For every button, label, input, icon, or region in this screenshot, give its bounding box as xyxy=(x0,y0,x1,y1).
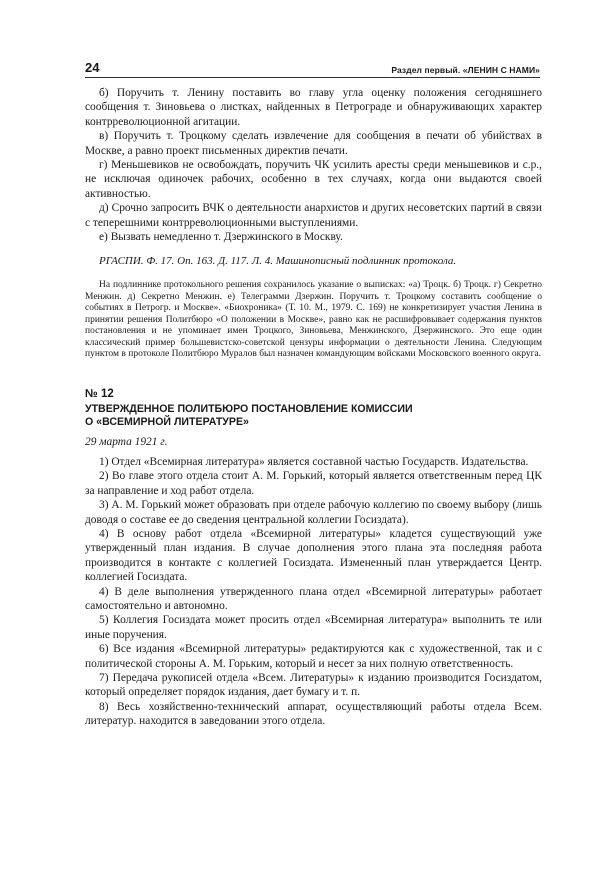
document-item: 2) Во главе этого отдела стоит А. М. Горький, который является ответственным перед ЦК за направление и ход работ отдела. xyxy=(85,470,542,497)
protocol-item-b: б) Поручить т. Ленину поставить во главу угла оценку положения сегодняшнего сообщения т. Зиновьева о листках, найденных в Петрограде и обнаруживающих характер контрреволюционной агитации. xyxy=(85,87,542,128)
protocol-item-e: е) Вызвать немедленно т. Дзержинского в Москву. xyxy=(99,231,343,244)
document-title-line-1: УТВЕРЖДЕННОЕ ПОЛИТБЮРО ПОСТАНОВЛЕНИЕ КОМИССИИ xyxy=(85,402,413,415)
document-item: 4) В основу работ отдела «Всемирной литературы» кладется существующий уже утвержденный план издания. В случае дополнения этого плана эта последняя работа производится в контакте с коллегией Госиздата. Измененный план утверждается Центр. коллегией Госиздата. xyxy=(85,528,542,584)
document-item: 4) В деле выполнения утвержденного плана отдел «Всемирной литературы» работает самостоятельно и автономно. xyxy=(85,585,542,613)
archive-source: РГАСПИ. Ф. 17. Оп. 163. Д. 117. Л. 4. Машинописный подлинник протокола. xyxy=(99,255,457,268)
page-number: 24 xyxy=(85,60,100,75)
document-date: 29 марта 1921 г. xyxy=(85,435,168,448)
document-item: 7) Передача рукописей отдела «Всем. Литературы» к изданию производится Госиздатом, который определяет порядок издания, дает бумагу и т. п. xyxy=(85,672,542,699)
page-header xyxy=(85,60,540,78)
document-item: 8) Весь хозяйственно-технический аппарат, осуществляющий работы отдела Всем. литератур. находится в заведовании этого отдела. xyxy=(85,700,542,728)
protocol-items xyxy=(85,86,542,244)
protocol-item-g: г) Меньшевиков не освобождать, поручить ЧК усилить аресты среди меньшевиков и с.р., не исключая одиночек рабочих, особенно в тех случаях, когда они выдаются своей активностью. xyxy=(85,159,542,200)
document-item: 6) Все издания «Всемирной литературы» редактируются как с художественной, так и с политической стороны А. М. Горьким, который и несет за них полную ответственность. xyxy=(85,643,542,670)
document-item: 5) Коллегия Госиздата может просить отдел «Всемирная литература» выполнить те или иные поручения. xyxy=(85,614,542,641)
running-title: Раздел первый. «ЛЕНИН С НАМИ» xyxy=(391,65,540,75)
document-item: 1) Отдел «Всемирная литература» является составной частью Государств. Издательства. xyxy=(99,455,529,468)
protocol-item-v: в) Поручить т. Троцкому сделать извлечение для сообщения в печати об убийствах в Москве, а равно проект письменных директив печати. xyxy=(85,130,542,157)
document-item: 3) А. М. Горький может образовать при отделе рабочую коллегию по своему выбору (лишь доводя о составе ее до сведения центральной коллегии Госиздата). xyxy=(85,499,542,526)
document-title-line-2: О «ВСЕМИРНОЙ ЛИТЕРАТУРЕ» xyxy=(85,415,249,428)
page-content xyxy=(85,86,542,729)
protocol-item-d: д) Срочно запросить ВЧК о деятельности анархистов и других несоветских партий в связи с теперешними контрреволюционными выступлениями. xyxy=(85,202,542,229)
editor-note: На подлиннике протокольного решения сохранилось указание о выписках: «а) Троцк. б) Троцк. г) Секретно Менжин. д) Секретно Менжин. е) Телеграмми Дзержин. Поручить т. Троцкому составить сообщение о событиях в Петрогр. и Москве». «Биохроника» (Т. 10. М., 1979. С. 169) не конкретизирует участия Ленина в принятии решения Политбюро «О положении в Москве», равно как не расшифровывает содержания пунктов постановления и не упоминает имен Троцкого, Зиновьева, Менжинского, Дзержинского. Это еще один классический пример большевистско-советской цензуры информации о деятельности Ленина. Следующим пунктом в протоколе Политбюро Муралов был назначен командующим войсками Московского военного округа. xyxy=(85,280,542,360)
document-number: № 12 xyxy=(85,387,114,400)
document-items xyxy=(85,455,542,729)
